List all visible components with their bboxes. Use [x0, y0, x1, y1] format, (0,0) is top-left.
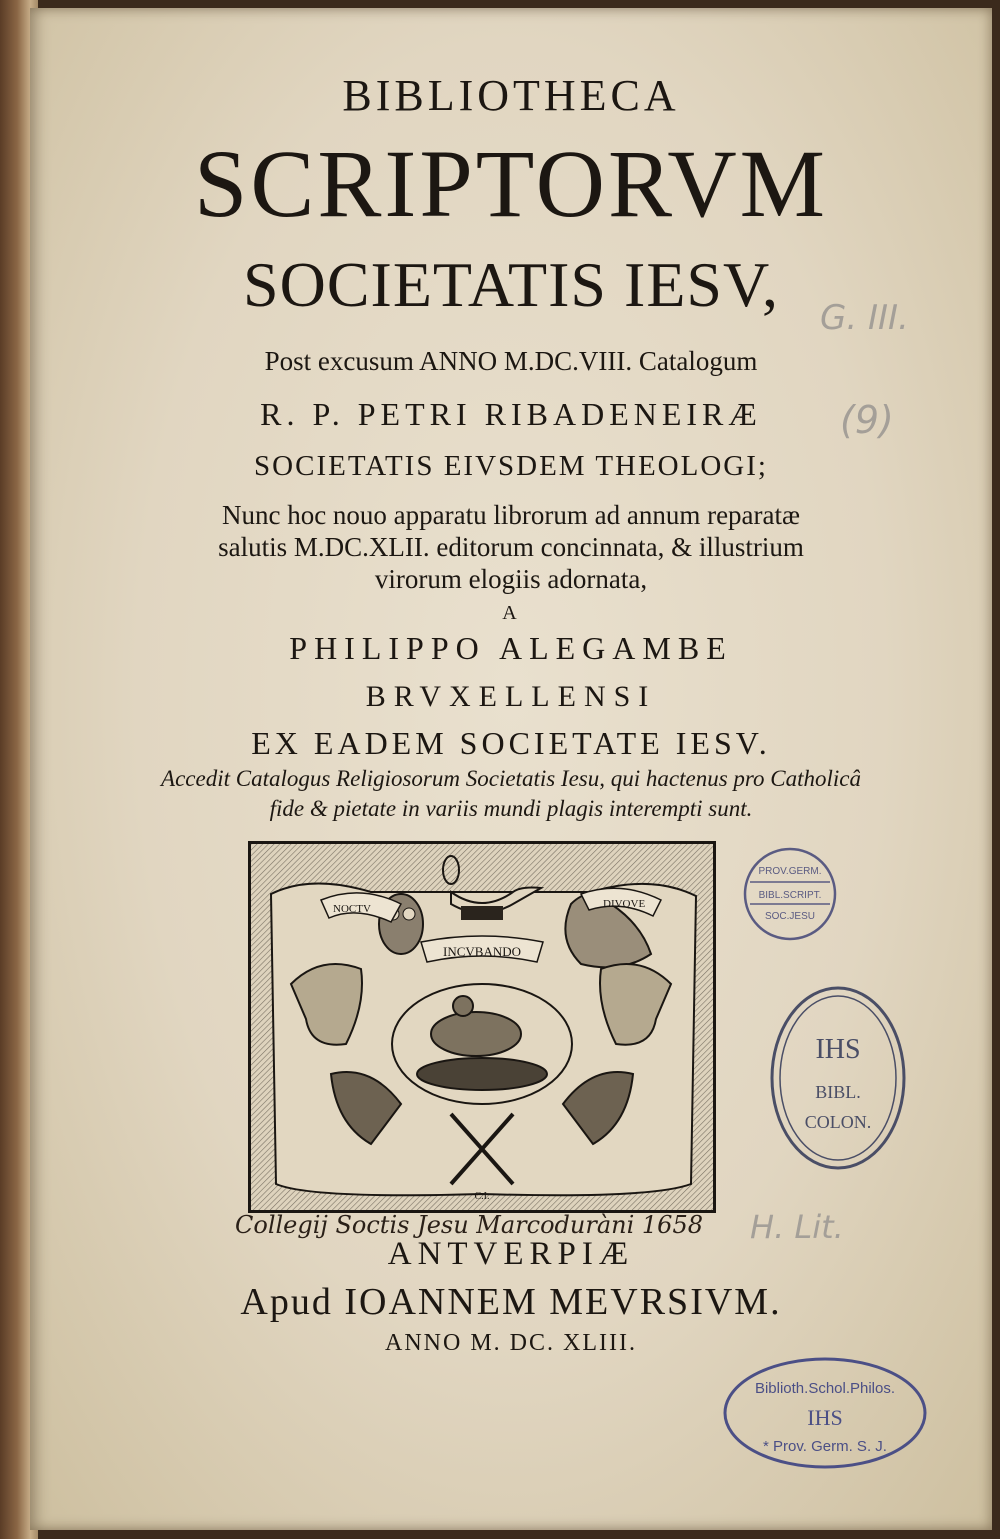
stamp-oval-icon: [720, 1353, 930, 1473]
motto-center: INCVBANDO: [443, 944, 521, 959]
manuscript-ownership-note: Collegij Soctis Jesu Marcoduràni 1658: [235, 1211, 703, 1239]
stamp1-line1: PROV.GERM.: [758, 866, 822, 877]
stamp-oval-icon: [768, 983, 908, 1173]
subtitle-theologi: SOCIETATIS EIVSDEM THEOLOGI;: [254, 450, 768, 482]
author-name: PHILIPPO ALEGAMBE: [289, 630, 733, 666]
pencil-number: (9): [840, 398, 894, 442]
stamp1-line3: SOC.JESU: [764, 911, 816, 922]
stamp-prov-germ: [742, 846, 838, 942]
stamp1-line2: BIBL.SCRIPT.: [758, 890, 822, 901]
description-line-3: virorum elogiis adornata,: [374, 564, 648, 594]
stamp-bibl-colon: [768, 983, 908, 1173]
imprint-place: ANTVERPIÆ: [387, 1236, 635, 1272]
stamp3-line3: * Prov. Germ. S. J.: [763, 1438, 887, 1455]
pencil-note: H. Lit.: [750, 1208, 844, 1246]
stamp2-colon: COLON.: [804, 1112, 872, 1132]
emblem-illustration: [251, 844, 713, 1210]
author-preposition: A: [502, 602, 520, 624]
description-line-2: salutis M.DC.XLII. editorum concinnata, & illustrium: [218, 532, 804, 562]
title-line-scriptorum: SCRIPTORVM: [193, 130, 829, 237]
imprint-printer: Apud IOANNEM MEVRSIVM.: [240, 1281, 782, 1323]
description-line-1: Nunc hoc nouo apparatu librorum ad annum reparatæ: [221, 500, 801, 530]
title-line-societatis: SOCIETATIS IESV,: [243, 249, 779, 320]
stamp3-line2: IHS: [807, 1405, 843, 1430]
title-line-bibliotheca: BIBLIOTHECA: [342, 71, 680, 120]
accedit-line-2: fide & pietate in variis mundi plagis interempti sunt.: [269, 796, 753, 821]
motto-right: DIVQVE: [603, 898, 646, 910]
emblem-initials: C.I.: [474, 1191, 490, 1202]
stamp-circle-icon: [742, 846, 838, 942]
author-society: EX EADEM SOCIETATE IESV.: [251, 725, 771, 761]
imprint-year: ANNO M. DC. XLIII.: [385, 1330, 637, 1356]
stamp-biblioth-schol-philos: [720, 1353, 930, 1473]
title-page: [30, 8, 992, 1530]
subtitle-post-excusum: Post excusum ANNO M.DC.VIII. Catalogum: [264, 346, 758, 376]
printers-emblem-woodcut: [248, 841, 716, 1213]
pencil-shelfmark: G. III.: [820, 298, 909, 338]
author-origin: BRVXELLENSI: [365, 680, 657, 713]
motto-left: NOCTV: [333, 903, 371, 915]
accedit-line-1: Accedit Catalogus Religiosorum Societatis Iesu, qui hactenus pro Catholicâ: [161, 766, 861, 791]
stamp2-bibl: BIBL.: [815, 1082, 861, 1102]
stamp3-line1: Biblioth.Schol.Philos.: [754, 1380, 896, 1397]
stamp2-ihs: IHS: [815, 1034, 861, 1065]
subtitle-ribadeneira: R. P. PETRI RIBADENEIRÆ: [260, 396, 762, 432]
